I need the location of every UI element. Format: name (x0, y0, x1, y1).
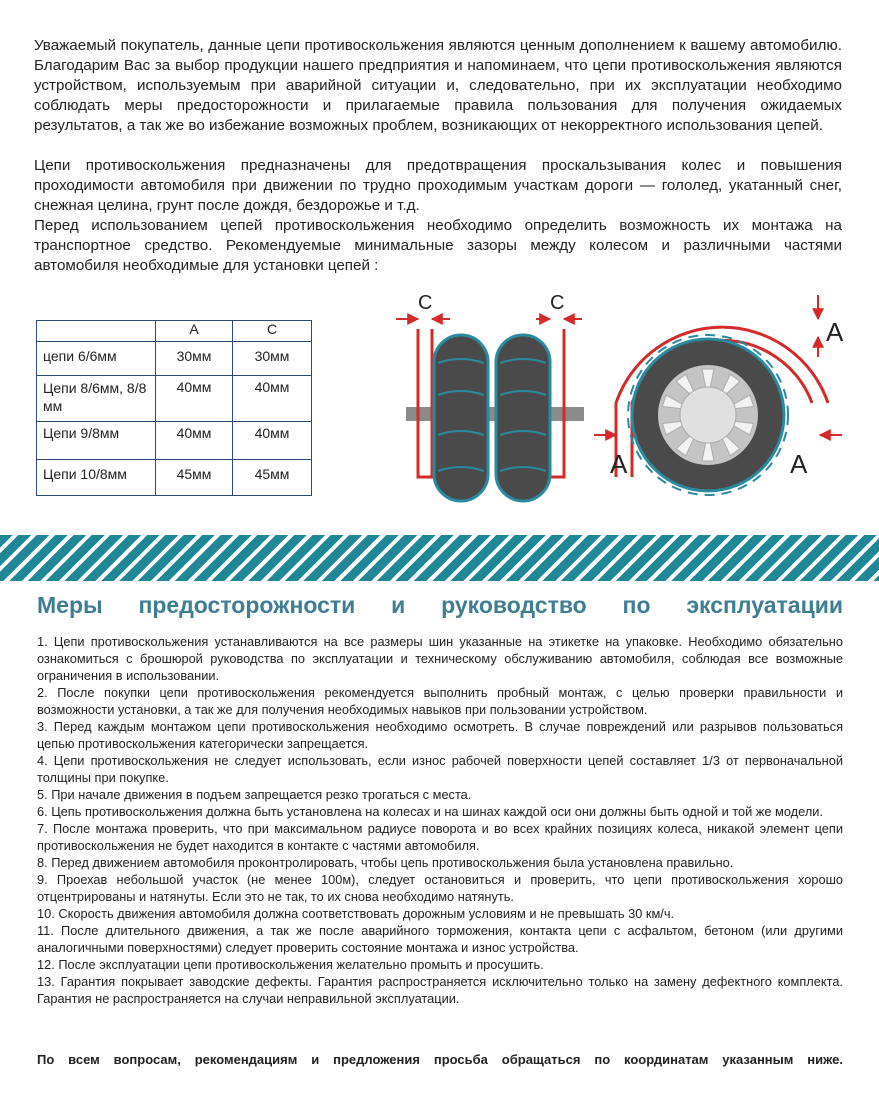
list-item: 11. После длительного движения, а так же после аварийного торможения, контакта цепи с асфальтом, бетоном (или другими аналогичными поверхностями) следует проверить состояние монтажа и износ устройства. (37, 923, 843, 955)
label-a-left: A (610, 449, 628, 479)
table-header-row (37, 321, 312, 342)
list-item: 2. После покупки цепи противоскольжения рекомендуется выполнить пробный монтаж, с целью проверки правильности и возможности установки, а так же для получения необходимых навыков при пользовании устройством. (37, 685, 843, 717)
list-item: 1. Цепи противоскольжения устанавливаются на все размеры шин указанные на этикетке на упаковке. Необходимо обязательно ознакомиться с брошюрой руководства по эксплуатации и техническому обслуживанию автомобиля, соблюдая все возможные ограничения в использовании. (37, 634, 843, 683)
list-item: 13. Гарантия покрывает заводские дефекты. Гарантия распространяется исключительно только на замену дефектного комплекта. Гарантия не распространяется на случаи неправильной эксплуатации. (37, 974, 843, 1006)
table-row (37, 460, 312, 496)
table-cell-chain: Цепи 8/6мм, 8/8 мм (37, 376, 156, 422)
table-cell-a: 45мм (156, 460, 233, 496)
hub (680, 387, 736, 443)
label-c-right: C (550, 292, 565, 314)
list-item: 3. Перед каждым монтажом цепи противоскольжения необходимо осмотреть. В случае повреждений или разрывов пользоваться цепью противоскольжения категорически запрещается. (37, 719, 843, 751)
table-row (37, 376, 312, 422)
table-row (37, 342, 312, 376)
list-item: 12. После эксплуатации цепи противоскольжения желательно промыть и просушить. (37, 957, 544, 972)
fender-left (418, 329, 432, 477)
section-title: Меры предосторожности и руководство по эксплуатации (37, 592, 843, 618)
intro-paragraph-3: Перед использованием цепей противоскольжения необходимо определить возможность их монтажа на транспортное средство. Рекомендуемые минимальные зазоры между колесом и различными частями автомобиля необходимые для установки цепей : (34, 217, 842, 274)
intro-paragraph-2: Цепи противоскольжения предназначены для предотвращения проскальзывания колес и повышения проходимости автомобиля при движении по трудно проходимым участкам дороги — гололед, укатанный снег, снежная целина, грунт после дождя, бездорожье и т.д. (34, 157, 842, 214)
contact-note: По всем вопросам, рекомендациям и предложения просьба обращаться по координатам указанным ниже. (37, 1052, 843, 1067)
table-cell-a: 40мм (156, 376, 233, 422)
intro-paragraph-1: Уважаемый покупатель, данные цепи противоскольжения являются ценным дополнением к вашему автомобилю. Благодарим Вас за выбор продукции нашего предприятия и напоминаем, что цепи противоскольжения являются устройством, используемым при аварийной ситуации и, следовательно, при их эксплуатации необходимо соблюдать меры предосторожности и прилагаемые правила пользования для получения ожидаемых результатов, а так же во избежание возможных проблем, возникающих от некорректного использования цепей. (34, 37, 842, 134)
table-cell-a: 30мм (156, 342, 233, 376)
list-item: 10. Скорость движения автомобиля должна соответствовать дорожным условиям и не превышать 30 км/ч. (37, 906, 675, 921)
intro-text (34, 36, 842, 276)
table-cell-c: 40мм (233, 376, 312, 422)
table-row (37, 422, 312, 460)
list-item: 4. Цепи противоскольжения не следует использовать, если износ рабочей поверхности цепей составляет 1/3 от первоначальной толщины при покупке. (37, 753, 843, 785)
label-c-left: C (418, 292, 433, 314)
table-cell-c: 45мм (233, 460, 312, 496)
table-header-cell: A (156, 321, 233, 342)
striped-divider-band (0, 535, 879, 581)
table-header-cell (37, 321, 156, 342)
front-view-wheel (594, 295, 844, 495)
table-cell-chain: Цепи 10/8мм (37, 460, 156, 496)
list-item: 5. При начале движения в подъем запрещается резко трогаться с места. (37, 787, 472, 802)
list-item: 6. Цепь противоскольжения должна быть установлена на колесах и на шинах каждой оси они должны быть одной и той же модели. (37, 804, 824, 819)
side-view-wheels (396, 292, 584, 501)
table-header-cell: C (233, 321, 312, 342)
table-cell-chain: цепи 6/6мм (37, 342, 156, 376)
table-cell-c: 30мм (233, 342, 312, 376)
clearance-diagram (388, 285, 858, 513)
table-cell-a: 40мм (156, 422, 233, 460)
fender-right (550, 329, 564, 477)
list-item: 9. Проехав небольшой участок (не менее 100м), следует остановиться и проверить, что цепи противоскольжения хорошо отцентрированы и натянуты. Если это не так, то их снова необходимо натянуть. (37, 872, 843, 904)
label-a-top: A (826, 317, 844, 347)
label-a-right: A (790, 449, 808, 479)
clearance-table (36, 320, 312, 496)
table-cell-c: 40мм (233, 422, 312, 460)
table-cell-chain: Цепи 9/8мм (37, 422, 156, 460)
rules-list (37, 633, 843, 1007)
list-item: 7. После монтажа проверить, что при максимальном радиусе поворота и во всех крайних позициях колеса, никакой элемент цепи противоскольжения не будет находится в контакте с частями автомобиля. (37, 821, 843, 853)
list-item: 8. Перед движением автомобиля проконтролировать, чтобы цепь противоскольжения была установлена правильно. (37, 855, 734, 870)
